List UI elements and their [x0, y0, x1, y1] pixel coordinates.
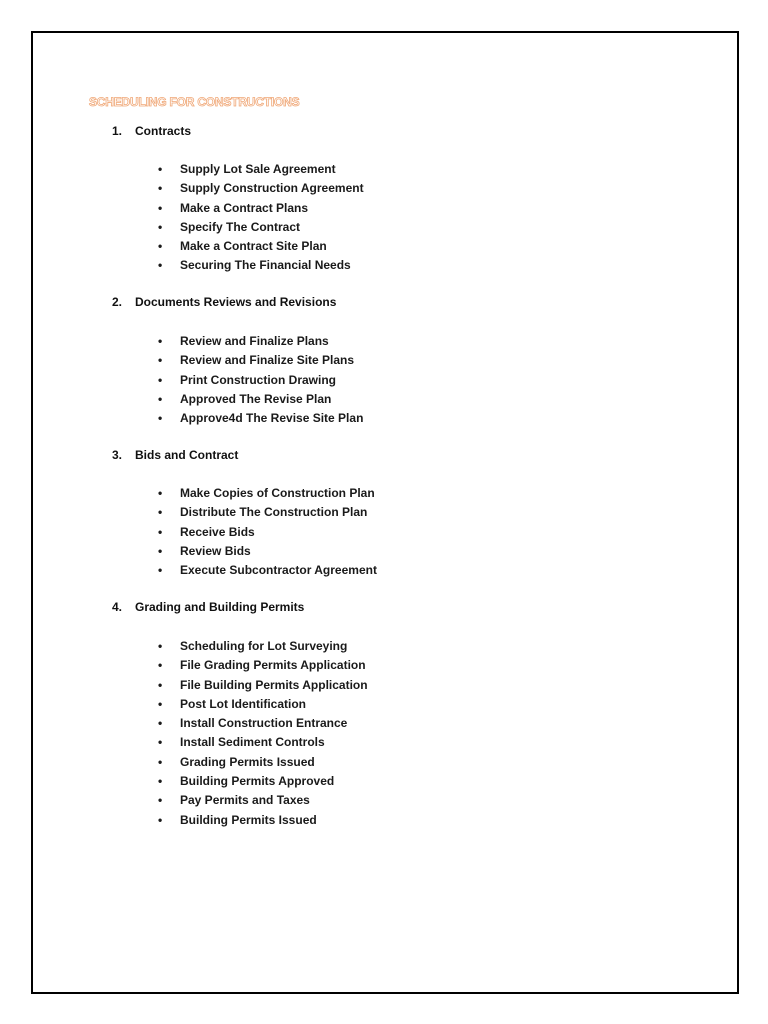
- bullet-icon: •: [158, 639, 163, 653]
- list-item-text: Install Sediment Controls: [180, 735, 325, 750]
- list-item: [158, 200, 364, 219]
- list-item-text: Building Permits Issued: [180, 812, 317, 827]
- bullet-icon: •: [158, 239, 163, 254]
- bullet-icon: •: [158, 411, 163, 426]
- list-item: [158, 352, 363, 371]
- list-item-text: Supply Lot Sale Agreement: [180, 162, 336, 176]
- section-heading: [112, 447, 238, 463]
- list-item-text: Print Construction Drawing: [180, 372, 336, 387]
- bullet-icon: •: [158, 677, 163, 692]
- section-number: 1.: [112, 124, 123, 138]
- bullet-icon: •: [158, 353, 163, 368]
- list-item-text: Post Lot Identification: [180, 696, 306, 711]
- bullet-icon: •: [158, 162, 163, 176]
- list-item-text: Review and Finalize Plans: [180, 334, 329, 348]
- list-item: [158, 562, 377, 581]
- bullet-icon: •: [158, 505, 163, 520]
- bullet-icon: •: [158, 696, 163, 711]
- bullet-icon: •: [158, 372, 163, 387]
- list-item: [158, 372, 363, 391]
- bullet-icon: •: [158, 258, 163, 273]
- list-item: [158, 792, 368, 811]
- list-item-text: Specify The Contract: [180, 219, 301, 234]
- list-item: [158, 161, 364, 180]
- list-item: [158, 715, 368, 734]
- bullet-icon: •: [158, 334, 163, 348]
- list-item: [158, 524, 377, 543]
- list-item-text: Approve4d The Revise Site Plan: [180, 411, 364, 426]
- bullet-icon: •: [158, 219, 163, 234]
- list-item-text: Make Copies of Construction Plan: [180, 486, 375, 500]
- section-number: 4.: [112, 600, 123, 614]
- document-page: [31, 31, 739, 994]
- section-heading-text: Bids and Contract: [135, 448, 239, 462]
- list-item-text: Pay Permits and Taxes: [180, 793, 310, 808]
- list-item: [158, 238, 364, 257]
- bullet-icon: •: [158, 735, 163, 750]
- list-item: [158, 754, 368, 773]
- bullet-icon: •: [158, 716, 163, 731]
- list-item-text: Execute Subcontractor Agreement: [180, 563, 377, 578]
- section-heading-text: Grading and Building Permits: [135, 600, 305, 614]
- list-item: [158, 333, 363, 352]
- bullet-icon: •: [158, 181, 163, 196]
- list-item-text: Make a Contract Site Plan: [180, 239, 327, 254]
- section-heading: [112, 123, 191, 139]
- list-item-text: File Grading Permits Application: [180, 658, 366, 673]
- section-heading: [112, 599, 304, 615]
- list-item-text: Securing The Financial Needs: [180, 258, 351, 273]
- bullet-list: [158, 161, 364, 277]
- bullet-list: [158, 333, 363, 429]
- list-item: [158, 696, 368, 715]
- list-item-text: Supply Construction Agreement: [180, 181, 364, 196]
- list-item-text: Install Construction Entrance: [180, 716, 348, 731]
- list-item-text: File Building Permits Application: [180, 677, 368, 692]
- list-item: [158, 734, 368, 753]
- section-number: 2.: [112, 295, 123, 309]
- bullet-list: [158, 485, 377, 581]
- bullet-icon: •: [158, 391, 163, 406]
- list-item: [158, 410, 363, 429]
- document-title: SCHEDULING FOR CONSTRUCTIONS: [89, 95, 300, 109]
- list-item: [158, 657, 368, 676]
- bullet-icon: •: [158, 563, 163, 578]
- bullet-icon: •: [158, 774, 163, 789]
- section-number: 3.: [112, 448, 123, 462]
- list-item: [158, 257, 364, 276]
- list-item-text: Building Permits Approved: [180, 774, 335, 789]
- list-item: [158, 638, 368, 657]
- bullet-icon: •: [158, 793, 163, 808]
- list-item-text: Make a Contract Plans: [180, 200, 309, 215]
- list-item-text: Receive Bids: [180, 524, 255, 539]
- bullet-icon: •: [158, 754, 163, 769]
- list-item: [158, 219, 364, 238]
- list-item-text: Review Bids: [180, 543, 251, 558]
- list-item: [158, 485, 377, 504]
- list-item-text: Grading Permits Issued: [180, 754, 315, 769]
- list-item: [158, 391, 363, 410]
- section-heading-text: Contracts: [135, 124, 192, 138]
- list-item-text: Approved The Revise Plan: [180, 391, 332, 406]
- bullet-icon: •: [158, 200, 163, 215]
- bullet-icon: •: [158, 812, 163, 827]
- list-item-text: Scheduling for Lot Surveying: [180, 639, 348, 653]
- bullet-list: [158, 638, 368, 831]
- list-item: [158, 812, 368, 831]
- bullet-icon: •: [158, 524, 163, 539]
- list-item: [158, 543, 377, 562]
- section-heading-text: Documents Reviews and Revisions: [135, 295, 337, 309]
- section-heading: [112, 294, 336, 310]
- bullet-icon: •: [158, 658, 163, 673]
- bullet-icon: •: [158, 486, 163, 500]
- list-item-text: Distribute The Construction Plan: [180, 505, 368, 520]
- list-item-text: Review and Finalize Site Plans: [180, 353, 355, 368]
- list-item: [158, 677, 368, 696]
- list-item: [158, 773, 368, 792]
- list-item: [158, 180, 364, 199]
- list-item: [158, 504, 377, 523]
- bullet-icon: •: [158, 543, 163, 558]
